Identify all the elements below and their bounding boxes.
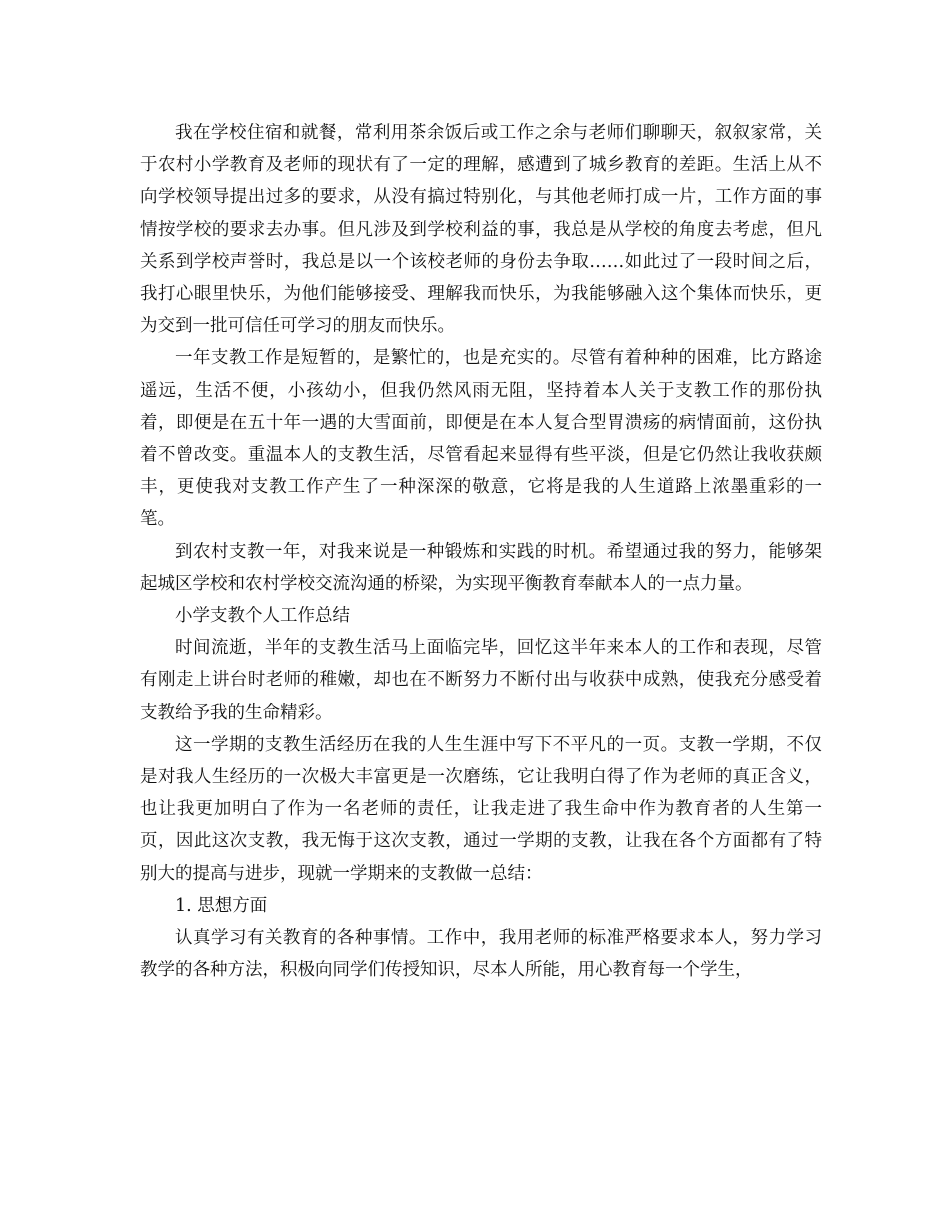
paragraph-4: 时间流逝，半年的支教生活马上面临完毕，回忆这半年来本人的工作和表现，尽管有刚走上讲台时老师的稚嫩，却也在不断努力不断付出与收获中成熟，使我充分感受着支教给予我的生命精彩。 bbox=[140, 638, 822, 723]
paragraph-1: 我在学校住宿和就餐，常利用茶余饭后或工作之余与老师们聊聊天，叙叙家常，关于农村小学教育及老师的现状有了一定的理解，感遭到了城乡教育的差距。生活上从不向学校领导提出过多的要求，从没有搞过特别化，与其他老师打成一片，工作方面的事情按学校的要求去办事。但凡涉及到学校利益的事，我总是从学校的角度去考虑，但凡关系到学校声誉时，我总是以一个该校老师的身份去争取……如此过了一段时间之后，我打心眼里快乐，为他们能够接受、理解我而快乐，为我能够融入这个集体而快乐，更为交到一批可信任可学习的朋友而快乐。 bbox=[140, 123, 822, 337]
paragraph-6: 认真学习有关教育的各种事情。工作中，我用老师的标准严格要求本人，努力学习教学的各种方法，积极向同学们传授知识，尽本人所能，用心教育每一个学生， bbox=[140, 928, 822, 981]
paragraph-3: 到农村支教一年，对我来说是一种锻炼和实践的时机。希望通过我的努力，能够架起城区学校和农村学校交流沟通的桥梁，为实现平衡教育奉献本人的一点力量。 bbox=[140, 541, 822, 594]
section-heading: 小学支教个人工作总结 bbox=[175, 606, 350, 627]
subsection-heading: 1. 思想方面 bbox=[175, 895, 268, 916]
document-body bbox=[140, 117, 822, 986]
paragraph-5: 这一学期的支教生活经历在我的人生生涯中写下不平凡的一页。支教一学期，不仅是对我人生经历的一次极大丰富更是一次磨练，它让我明白得了作为老师的真正含义，也让我更加明白了作为一名老师的责任，让我走进了我生命中作为教育者的人生第一页，因此这次支教，我无悔于这次支教，通过一学期的支教，让我在各个方面都有了特别大的提高与进步，现就一学期来的支教做一总结： bbox=[140, 734, 822, 884]
paragraph-2: 一年支教工作是短暂的，是繁忙的，也是充实的。尽管有着种种的困难，比方路途遥远，生活不便，小孩幼小，但我仍然风雨无阻，坚持着本人关于支教工作的那份执着，即便是在五十年一遇的大雪面前，即便是在本人复合型胃溃疡的病情面前，这份执着不曾改变。重温本人的支教生活，尽管看起来显得有些平淡，但是它仍然让我收获颇丰，更使我对支教工作产生了一种深深的敬意，它将是我的人生道路上浓墨重彩的一笔。 bbox=[140, 348, 822, 530]
